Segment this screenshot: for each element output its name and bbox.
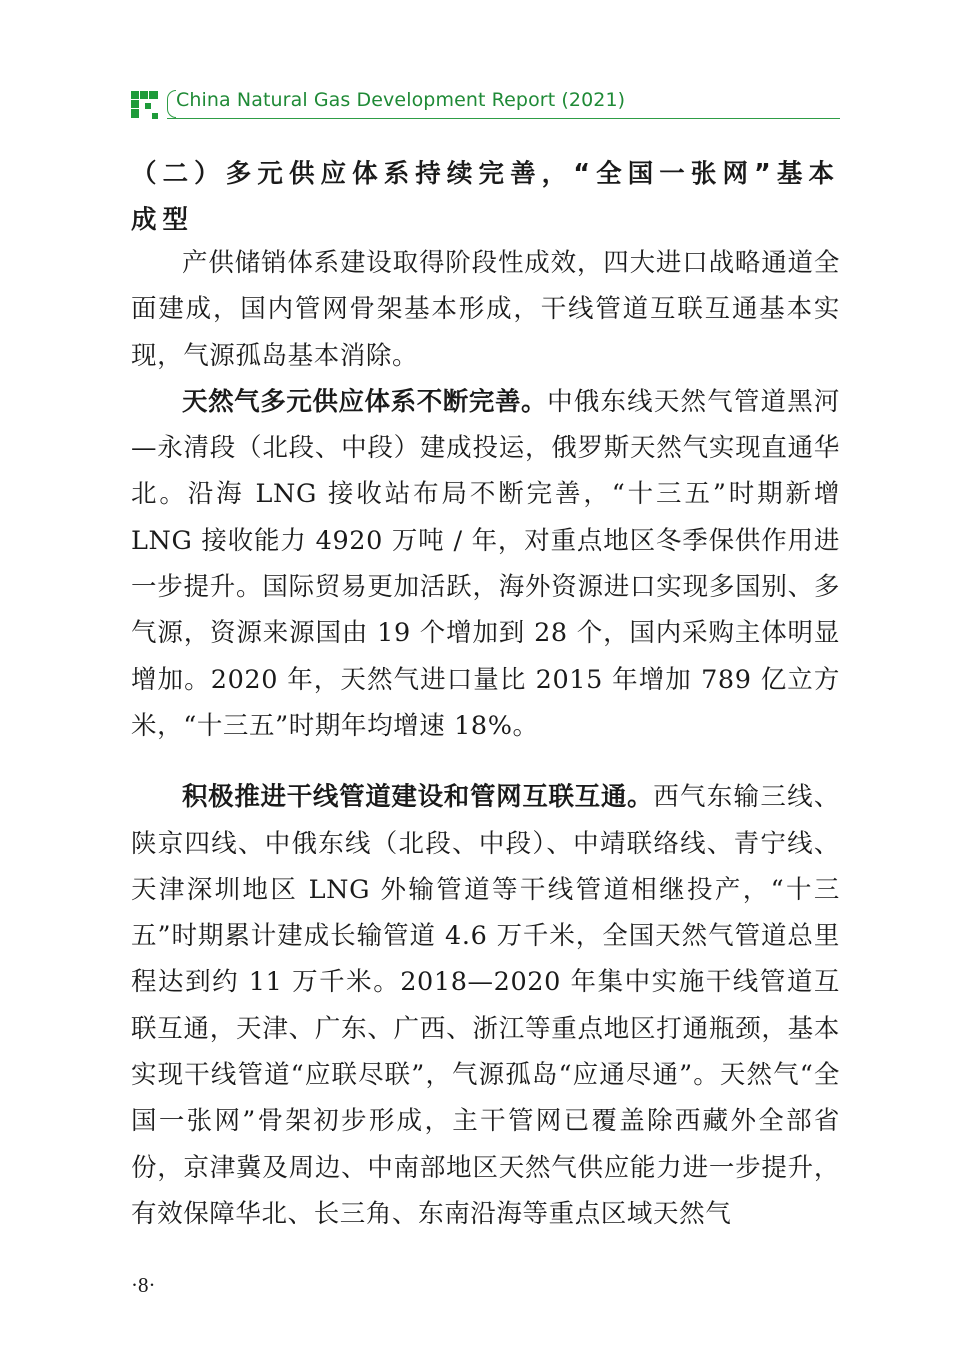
- header-title: China Natural Gas Development Report (2021): [176, 89, 626, 111]
- paragraph-lead: 积极推进干线管道建设和管网互联互通。: [182, 782, 654, 813]
- paragraph-intro: [131, 240, 840, 379]
- green-pixel-logo-icon: [131, 91, 158, 119]
- paragraph-text: 产供储销体系建设取得阶段性成效，四大进口战略通道全面建成，国内管网骨架基本形成，干线管道互联互通基本实现，气源孤岛基本消除。: [131, 248, 840, 371]
- paragraph-lead: 天然气多元供应体系不断完善。: [182, 386, 548, 417]
- section-heading: （二）多元供应体系持续完善，“全国一张网”基本成型: [131, 159, 840, 235]
- paragraph-gap: [131, 749, 840, 774]
- header-rule: [167, 118, 840, 119]
- page-number: ·8·: [131, 1273, 156, 1297]
- page-header: [131, 88, 840, 120]
- paragraph-text: 西气东输三线、陕京四线、中俄东线（北段、中段）、中靖联络线、青宁线、天津深圳地区 LNG 外输管道等干线管道相继投产，“十三五”时期累计建成长输管道 4.6 万千米，全国天然气管道总里程达到约 11 万千米。2018—2020 年集中实施干线管道互联互通，天津、广东、广西、浙江等重点地区打通瓶颈，基本实现干线管道“应联尽联”，气源孤岛“应通尽通”。天然气“全国一张网”骨架初步形成，主干管网已覆盖除西藏外全部省份，京津冀及周边、中南部地区天然气供应能力进一步提升，有效保障华北、长三角、东南沿海等重点区域天然气: [131, 782, 840, 1229]
- paragraph-supply: [131, 379, 840, 749]
- main-content: [131, 151, 840, 1237]
- paragraph-pipeline: [131, 774, 840, 1237]
- paragraph-text: 中俄东线天然气管道黑河—永清段（北段、中段）建成投运，俄罗斯天然气实现直通华北。沿海 LNG 接收站布局不断完善，“十三五”时期新增 LNG 接收能力 4920 万吨 / 年，对重点地区冬季保供作用进一步提升。国际贸易更加活跃，海外资源进口实现多国别、多气源，资源来源国由 19 个增加到 28 个，国内采购主体明显增加。2020 年，天然气进口量比 2015 年增加 789 亿立方米，“十三五”时期年均增速 18%。: [131, 386, 840, 741]
- header-bracket: [167, 90, 176, 118]
